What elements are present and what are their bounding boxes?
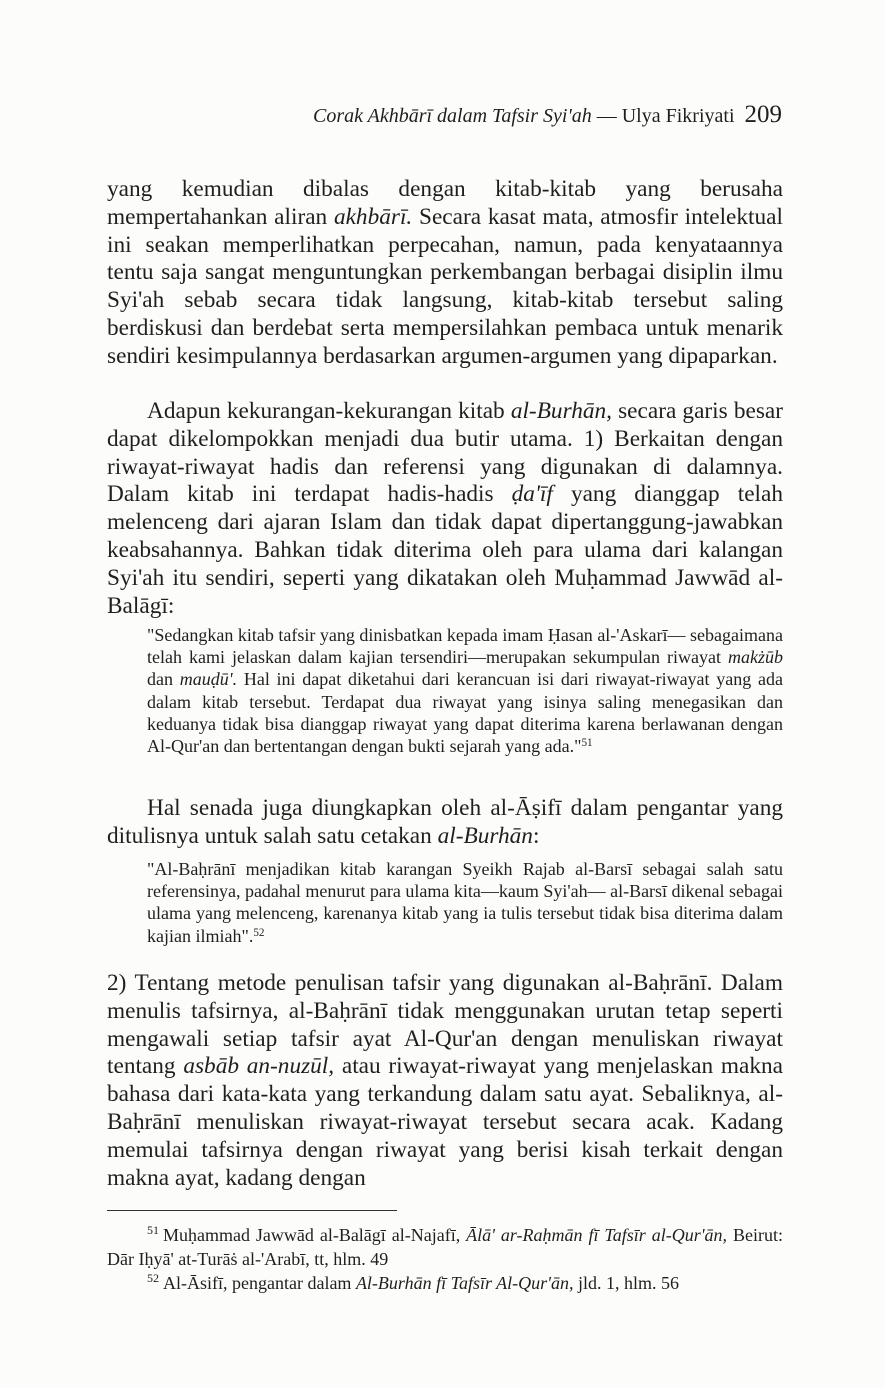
footnote-ref-52[interactable]: 52 <box>253 926 265 939</box>
p2-text-2: secara garis besar dapat dikelompokkan menjadi dua butir utama. 1) Berkaitan dengan riwayat-riwayat hadis dan referensi yang digunakan di dalamnya. Dalam kitab ini terdapat hadis-hadis <box>107 398 783 508</box>
p3-text-1: Hal senada juga diungkapkan oleh al-Āṣifī dalam pengantar yang ditulisnya untuk salah satu cetakan <box>107 795 783 849</box>
p4-text-2: atau riwayat-riwayat yang menjelaskan makna bahasa dari kata-kata yang terkandung dalam satu ayat. Sebaliknya, al-Baḥrānī menuliskan riwayat-riwayat tersebut secara acak. Kadang memulai tafsirnya dengan riwayat yang berisi kisah terkait dengan makna ayat, kadang dengan <box>107 1053 783 1191</box>
block-quote-1 <box>147 624 783 757</box>
footnote-52 <box>107 1272 783 1296</box>
footnote-divider <box>107 1210 397 1211</box>
footnote-52-title: Al-Burhān fī Tafsīr Al-Qur'ān, <box>355 1273 574 1293</box>
p4-text-1: 2) Tentang metode penulisan tafsir yang digunakan al-Baḥrānī. Dalam menulis tafsirnya, al-Baḥrānī tidak menggunakan urutan tetap seperti mengawali setiap tafsir ayat Al-Qur'an dengan menuliskan riwayat tentang <box>107 970 783 1080</box>
p3-text-2: : <box>532 822 540 849</box>
body-paragraph-1 <box>107 176 783 371</box>
p2-italic-title: al-Burhān, <box>510 398 612 424</box>
header-title: Corak Akhbārī dalam Tafsir Syi'ah <box>312 105 592 127</box>
q1-italic-1: makżūb <box>728 647 783 668</box>
body-paragraph-3 <box>107 795 783 851</box>
q2-text: "Al-Baḥrānī menjadikan kitab karangan Syeikh Rajab al-Barsī sebagai salah satu referensinya, padahal menurut para ulama kita—kaum Syi'ah— al-Barsī dikenal sebagai ulama yang melenceng, karenanya kitab yang ia tulis tersebut tidak bisa diterima dalam kajian ilmiah". <box>147 859 784 946</box>
p3-italic-title: al-Burhān <box>437 822 533 849</box>
footnote-52-number: 52 <box>147 1271 159 1286</box>
footnote-51-text-1: Muḥammad Jawwād al-Balāgī al-Najafī, <box>163 1225 467 1245</box>
block-quote-2 <box>147 858 783 947</box>
header-author: — Ulya Fikriyati <box>591 105 735 127</box>
q1-italic-2: mauḍū'. <box>179 669 238 690</box>
footnote-51-number: 51 <box>147 1223 159 1238</box>
footnote-52-text-1: Al-Āsifī, pengantar dalam <box>163 1273 356 1293</box>
q1-text-1: "Sedangkan kitab tafsir yang dinisbatkan kepada imam Ḥasan al-'Askarī— sebagaimana telah kami jelaskan dalam kajian tersendiri—merupakan sekumpulan riwayat <box>147 625 783 668</box>
footnote-51-title: Ālā' ar-Raḥmān fī Tafsīr al-Qur'ān, <box>466 1225 728 1245</box>
footnote-51 <box>107 1224 783 1271</box>
running-header <box>272 101 782 129</box>
p1-text-2: Secara kasat mata, atmosfir intelektual ini seakan memperlihatkan perpecahan, namun, pada kenyataannya tentu saja sangat menguntungkan perkembangan berbagai disiplin ilmu Syi'ah sebab secara tidak langsung, kitab-kitab tersebut saling berdiskusi dan berdebat serta mempersilahkan pembaca untuk menarik sendiri kesimpulannya berdasarkan argumen-argumen yang dipaparkan. <box>107 203 783 369</box>
footnote-51-text-2: Beirut: Dār Iḥyā' at-Turāṡ al-'Arabī, tt, hlm. 49 <box>107 1225 783 1269</box>
p2-italic-term: ḍa'īf <box>511 481 553 508</box>
p1-text-1: yang kemudian dibalas dengan kitab-kitab yang berusaha mempertahankan aliran <box>107 176 783 230</box>
footnote-52-text-2: jld. 1, hlm. 56 <box>573 1273 680 1293</box>
p2-text-3: yang dianggap telah melenceng dari ajaran Islam dan tidak dapat dipertanggung-jawabkan keabsahannya. Bahkan tidak diterima oleh para ulama dari kalangan Syi'ah itu sendiri, seperti yang dikatakan oleh Muḥammad Jawwād al-Balāgī: <box>107 481 783 619</box>
q1-text-3: Hal ini dapat diketahui dari kerancuan isi dari riwayat-riwayat yang ada dalam kitab tersebut. Terdapat dua riwayat yang isinya saling menegasikan dan keduanya tidak bisa dianggap riwayat yang dapat diterima karena berlawanan dengan Al-Qur'an dan bertentangan dengan bukti sejarah yang ada." <box>147 669 783 757</box>
p4-italic-term: asbāb an-nuzūl, <box>183 1053 335 1080</box>
p2-text-1: Adapun kekurangan-kekurangan kitab <box>147 398 511 424</box>
footnote-ref-51[interactable]: 51 <box>581 736 593 749</box>
p1-italic-term: akhbārī. <box>333 203 413 230</box>
body-paragraph-2 <box>107 398 783 620</box>
page-number: 209 <box>744 101 782 128</box>
q1-text-2: dan <box>147 669 180 690</box>
body-paragraph-4 <box>107 970 783 1192</box>
